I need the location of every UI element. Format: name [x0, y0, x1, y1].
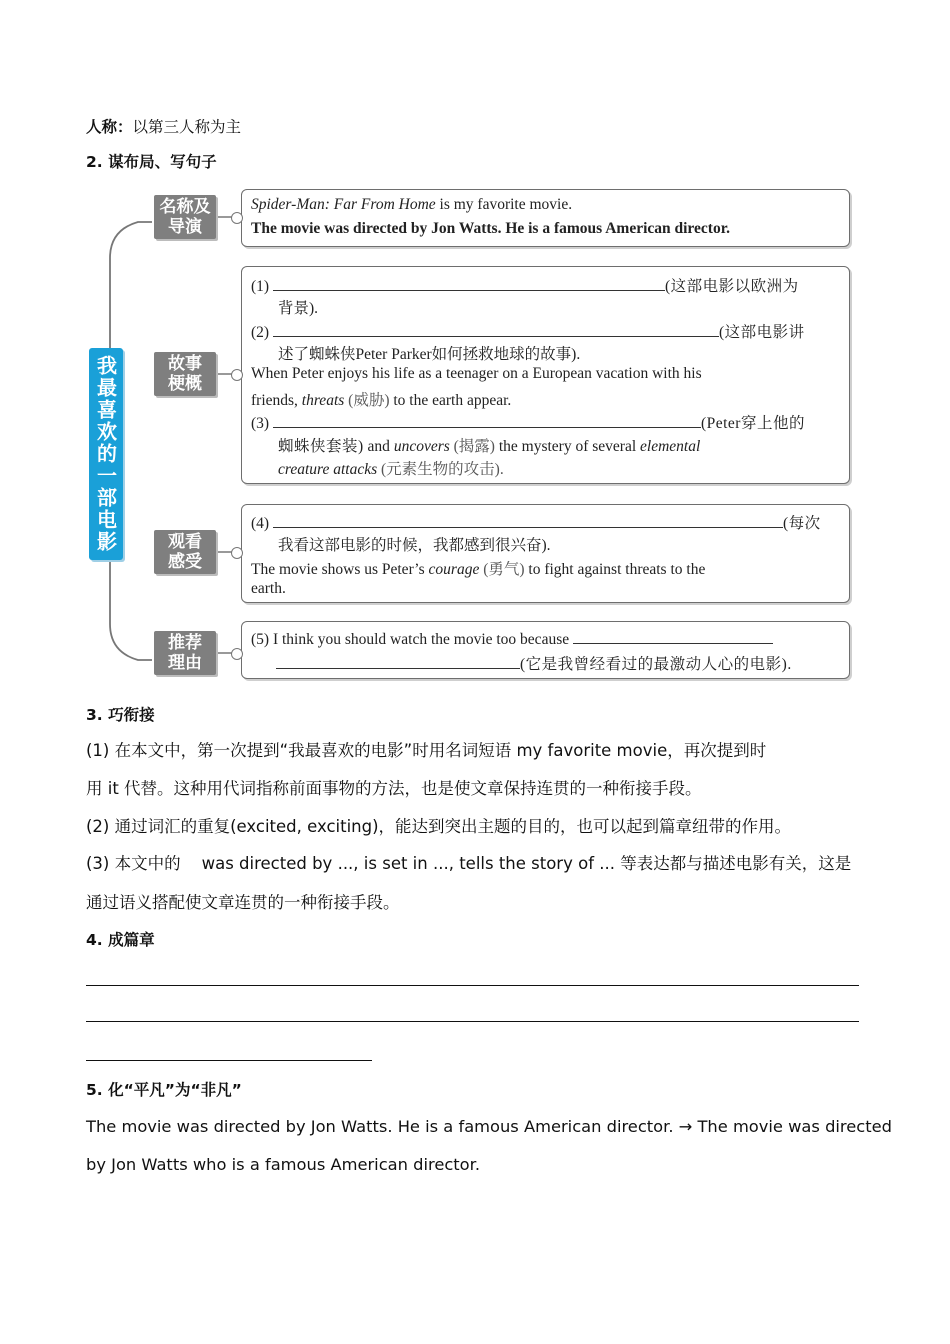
item3-line2 — [278, 434, 700, 456]
item5-line2 — [276, 652, 792, 674]
section3-p1-b: 用 it 代替。这种用代词指称前面事物的方法，也是使文章保持连贯的一种衔接手段。 — [86, 779, 702, 798]
section5-line1: The movie was directed by Jon Watts. He is a famous American director. → The movie was directed — [86, 1117, 892, 1136]
item2-line1 — [251, 320, 841, 342]
item5-text: (5) I think you should watch the movie too because — [251, 631, 570, 648]
item4-hint-a: (每次 — [782, 515, 821, 532]
n3-l2-a: 蜘蛛侠套装) — [278, 438, 364, 455]
writing-line[interactable] — [86, 985, 859, 986]
section2-heading: 2. 谋布局、写句子 — [86, 153, 217, 171]
person-line — [86, 117, 241, 137]
item3-blank[interactable] — [273, 413, 701, 428]
item3-line3 — [278, 457, 504, 479]
item2-hint-a: (这部电影讲 — [718, 324, 805, 341]
label-plot-line1: 故事 — [168, 354, 202, 374]
center-title: 我最喜欢的一部电影 — [93, 355, 118, 553]
threats-hint: (威胁) — [344, 392, 394, 409]
item3-hint-a: (Peter穿上他的 — [700, 415, 805, 432]
p2-b: to the earth appear. — [393, 392, 512, 409]
section3-heading: 3. 巧衔接 — [86, 706, 155, 724]
label-plot — [154, 352, 216, 396]
section5-line2: by Jon Watts who is a famous American director. — [86, 1155, 481, 1174]
box-feeling — [241, 504, 850, 603]
n3-l2-c: the mystery of several — [498, 438, 641, 455]
movie-title: Spider-Man: Far From Home — [251, 196, 436, 213]
item3-number: (3) — [251, 415, 270, 432]
plot-sentence-line1: When Peter enjoys his life as a teenager on a European vacation with his — [251, 365, 702, 382]
n3-l2-b: and — [363, 438, 394, 455]
connector-dot — [231, 648, 243, 660]
item5-line1 — [251, 629, 773, 649]
box-reason — [241, 621, 850, 679]
box1-line1-rest: is my favorite movie. — [435, 196, 573, 213]
item3-line1 — [251, 411, 841, 433]
item5-blank-b[interactable] — [276, 654, 520, 669]
connector-dot — [231, 212, 243, 224]
word-uncovers: uncovers — [393, 438, 450, 455]
connector-dot — [231, 369, 243, 381]
item2-blank[interactable] — [273, 322, 719, 337]
p2-a: friends, — [251, 392, 302, 409]
label-reason — [154, 631, 216, 675]
item5-hint: (它是我曾经看过的最激动人心的电影). — [520, 656, 792, 673]
section4-heading: 4. 成篇章 — [86, 931, 155, 949]
label-name-line1: 名称及 — [159, 197, 211, 217]
word-courage: courage — [428, 561, 480, 578]
label-reason-line2: 理由 — [168, 653, 202, 673]
l3-a: The movie shows us Peter’s — [251, 561, 429, 578]
writing-line[interactable] — [86, 1021, 859, 1022]
box-plot — [241, 266, 850, 484]
item1-hint-a: (这部电影以欧洲为 — [664, 278, 799, 295]
plot-sentence-line2 — [251, 388, 511, 410]
label-name-director — [154, 195, 216, 239]
label-feeling — [154, 530, 216, 574]
item5-blank-a[interactable] — [573, 629, 773, 644]
box-name-director — [241, 189, 850, 247]
uncovers-hint: (揭露) — [449, 438, 499, 455]
person-text: 以第三人称为主 — [132, 118, 242, 136]
label-plot-line2: 梗概 — [168, 374, 202, 394]
connector-dot — [231, 547, 243, 559]
phrase-creature-attacks: creature attacks — [278, 461, 378, 478]
item2-number: (2) — [251, 324, 270, 341]
feeling-sentence-line1 — [251, 557, 705, 579]
label-reason-line1: 推荐 — [168, 633, 202, 653]
item1-hint-b: 背景). — [278, 300, 319, 317]
writing-line[interactable] — [86, 1060, 372, 1061]
item4-number: (4) — [251, 515, 270, 532]
l3-b: to fight against threats to the — [528, 561, 706, 578]
outline-diagram — [86, 186, 866, 686]
label-name-line2: 导演 — [168, 217, 202, 237]
label-feel-line1: 观看 — [168, 532, 202, 552]
item4-line1 — [251, 511, 841, 533]
item1-line1 — [251, 274, 841, 296]
person-label: 人称： — [86, 118, 133, 136]
section3-p1-a: (1) 在本文中，第一次提到“我最喜欢的电影”时用名词短语 my favorite movie，再次提到时 — [86, 741, 767, 760]
box1-line2: The movie was directed by Jon Watts. He is a famous American director. — [251, 220, 731, 237]
item4-blank[interactable] — [273, 513, 783, 528]
label-feel-line2: 感受 — [168, 552, 202, 572]
item2-hint-b: 述了蜘蛛侠Peter Parker如何拯救地球的故事). — [278, 346, 581, 363]
item4-hint-b: 我看这部电影的时候，我都感到很兴奋). — [278, 537, 551, 554]
section5-heading: 5. 化“平凡”为“非凡” — [86, 1081, 242, 1099]
word-elemental: elemental — [640, 438, 701, 455]
section3-p2: (2) 通过词汇的重复(excited, exciting)，能达到突出主题的目的，也可以起到篇章纽带的作用。 — [86, 817, 792, 836]
box1-line1 — [251, 196, 572, 214]
word-threats: threats — [301, 392, 345, 409]
feeling-sentence-line2: earth. — [251, 580, 286, 597]
item1-blank[interactable] — [273, 276, 665, 291]
section3-p3-a: (3) 本文中的 was directed by ..., is set in ..., tells the story of ... 等表达都与描述电影有关，这是 — [86, 854, 852, 873]
creature-attacks-hint: (元素生物的攻击). — [377, 461, 504, 478]
item1-number: (1) — [251, 278, 270, 295]
center-title-box — [89, 348, 123, 560]
section3-p3-b: 通过语义搭配使文章连贯的一种衔接手段。 — [86, 893, 400, 912]
courage-hint: (勇气) — [479, 561, 529, 578]
